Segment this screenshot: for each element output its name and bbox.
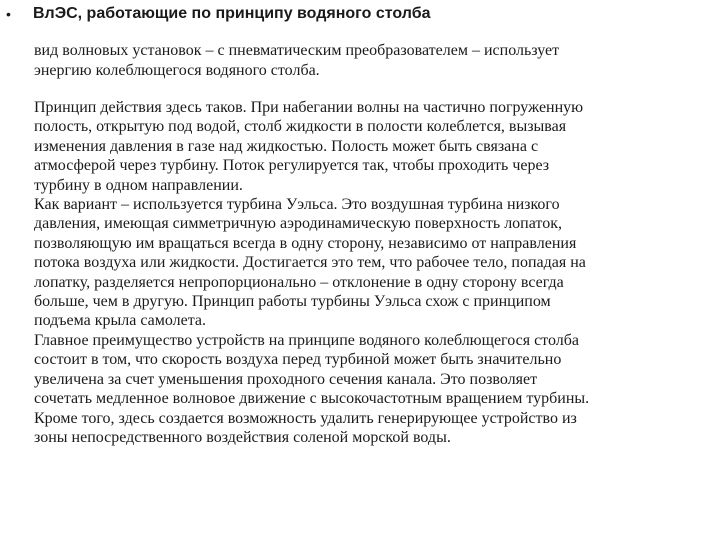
- text-line: сочетать медленное волновое движение с высокочастотным вращением турбины.: [34, 390, 590, 408]
- text-line: Принцип действия здесь таков. При набегании волны на частично погруженную: [34, 99, 584, 116]
- text-line: потока воздуха или жидкости. Достигается это тем, что рабочее тело, попадая на: [34, 254, 586, 272]
- text-line: позволяющую им вращаться всегда в одну сторону, независимо от направления: [34, 234, 577, 252]
- text-line: подъема крыла самолета.: [34, 312, 207, 330]
- bullet-icon: •: [6, 6, 11, 22]
- text-line: Главное преимущество устройств на принципе водяного колеблющегося столба: [34, 331, 579, 349]
- text-line: турбину в одном направлении.: [34, 176, 243, 194]
- text-line: атмосферой через турбину. Поток регулируется так, чтобы проходить через: [34, 157, 550, 175]
- text-line: увеличена за счет уменьшения проходного сечения канала. Это позволяет: [34, 370, 538, 388]
- text-line: Как вариант – используется турбина Уэльса. Это воздушная турбина низкого: [34, 196, 560, 214]
- text-line: зоны непосредственного воздействия соленой морской воды.: [34, 428, 451, 446]
- intro-paragraph: [34, 41, 704, 80]
- text-line: давления, имеющая симметричную аэродинамическую поверхность лопаток,: [34, 215, 562, 233]
- body-paragraph: [34, 98, 720, 447]
- text-line: лопатку, разделяется непропорционально – отклонение в одну сторону всегда: [34, 273, 564, 291]
- text-line: Кроме того, здесь создается возможность удалить генерирующее устройство из: [34, 409, 577, 427]
- text-line: изменения давления в газе над жидкостью. Полость может быть связана с: [34, 137, 539, 155]
- title-row: [6, 2, 720, 26]
- text-line: состоит в том, что скорость воздуха перед турбиной может быть значительно: [34, 351, 562, 369]
- slide-title: ВлЭС, работающие по принципу водяного столба: [33, 5, 431, 22]
- text-line: полость, открытую под водой, столб жидкости в полости колеблется, вызывая: [34, 118, 567, 136]
- text-line: вид волновых установок – с пневматическим преобразователем – использует: [34, 42, 560, 59]
- text-line: энергию колеблющегося водяного столба.: [34, 61, 320, 79]
- text-line: больше, чем в другую. Принцип работы турбины Уэльса схож с принципом: [34, 293, 551, 311]
